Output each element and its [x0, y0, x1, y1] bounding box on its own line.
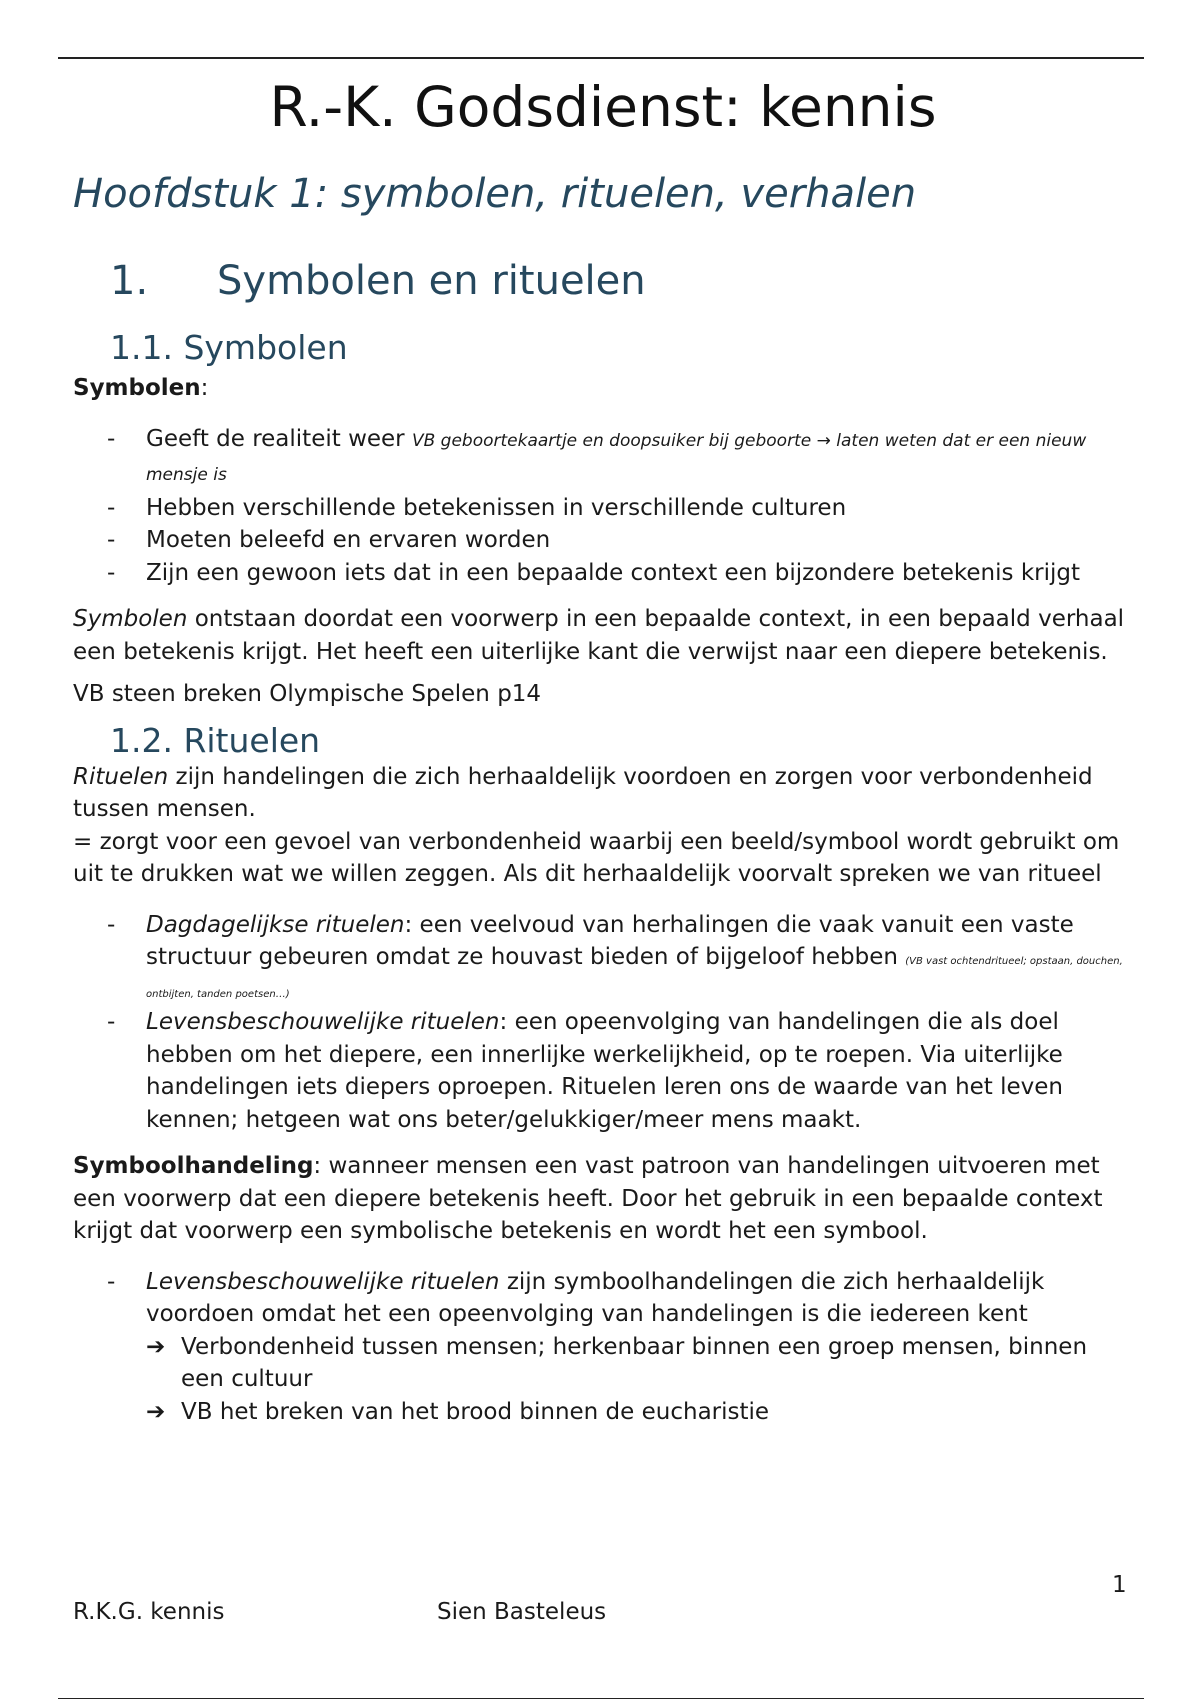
document-title: R.-K. Godsdienst: kennis [269, 75, 937, 139]
dash-bullet: - [107, 559, 116, 586]
rituelen-list [73, 909, 1133, 1137]
list-item-text: zijn symboolhandelingen die zich herhaaldelijk voordoen omdat het een opeenvolging van handelingen is die iedereen kent [146, 1268, 1045, 1327]
symbolen-example: VB steen breken Olympische Spelen p14 [73, 681, 542, 707]
page-number: 1 [1112, 1572, 1127, 1598]
section-number: 1. [110, 258, 149, 304]
arrow-right-icon: ➔ [146, 1398, 166, 1425]
example-note: (VB vast ochtendritueel; opstaan, douchen, ontbijten, tanden poetsen…) [146, 956, 1123, 1000]
arrow-item-text: Verbondenheid tussen mensen; herkenbaar binnen een groep mensen, binnen een cultuur [181, 1333, 1088, 1392]
bottom-rule [58, 1698, 1144, 1699]
rituelen-paragraph-text: zijn handelingen die zich herhaaldelijk voordoen en zorgen voor verbondenheid tussen mensen. [73, 763, 1093, 822]
list-item-text: Moeten beleefd en ervaren worden [146, 527, 551, 553]
section-heading [110, 256, 1133, 306]
section-title: Symbolen en rituelen [217, 258, 646, 304]
symboolhandeling-paragraph [73, 1150, 1133, 1248]
list-item-text: : een opeenvolging van handelingen die als doel hebben om het diepere, een innerlijke werkelijkheid, op te roepen. Via uiterlijke handelingen iets diepers oproepen. Rituelen leren ons de waarde van het leven kennen; hetgeen wat ons beter/gelukkiger/meer mens maakt. [146, 1009, 1064, 1133]
list-item-text: : een veelvoud van herhalingen die vaak vanuit een vaste structuur gebeuren omdat ze houvast bieden of bijgeloof hebben [146, 911, 1074, 970]
list-item-text: Zijn een gewoon iets dat in een bepaalde context een bijzondere betekenis krijgt [146, 559, 1080, 586]
subsection-heading-rituelen: 1.2. Rituelen [110, 720, 321, 760]
dash-bullet: - [107, 425, 116, 452]
symbolen-term: Symbolen [73, 606, 188, 632]
symbolen-label-colon: : [200, 375, 209, 401]
dash-bullet: - [107, 494, 116, 521]
dash-bullet: - [107, 911, 116, 938]
arrow-right-icon: → [816, 430, 831, 451]
list-item [73, 423, 1133, 492]
dash-bullet: - [107, 1009, 116, 1035]
rituelen-term: Rituelen [73, 763, 169, 790]
chapter-heading: Hoofdstuk 1: symbolen, rituelen, verhalen [73, 171, 917, 217]
arrow-list [73, 1331, 1133, 1429]
dash-bullet: - [107, 1268, 116, 1295]
symboolhandeling-text: : wanneer mensen een vast patroon van handelingen uitvoeren met een voorwerp dat een diepere betekenis heeft. Door het gebruik in een bepaalde context krijgt dat voorwerp een symbolische betekenis en wordt het een symbool. [73, 1153, 1103, 1244]
rituelen-definition: = zorgt voor een gevoel van verbondenheid waarbij een beeld/symbool wordt gebruikt om uit te drukken wat we willen zeggen. Als dit herhaaldelijk voorvalt spreken we van ritueel [73, 828, 1120, 887]
footer-course: R.K.G. kennis [73, 1599, 225, 1625]
subsection-heading-symbolen: 1.1. Symbolen [110, 328, 348, 367]
symbolen-paragraph [73, 603, 1133, 668]
symbolen-list [73, 423, 1133, 590]
ritual-term: Levensbeschouwelijke rituelen [146, 1009, 500, 1035]
symbolen-label-bold: Symbolen [73, 375, 201, 401]
list-item [73, 1266, 1133, 1331]
symbolen-paragraph-text: ontstaan doordat een voorwerp in een bepaalde context, in een bepaald verhaal een betekenis krijgt. Het heeft een uiterlijke kant die verwijst naar een diepere betekenis. [73, 606, 1125, 665]
list-item-text: Geeft de realiteit weer [146, 425, 412, 452]
arrow-item [73, 1396, 1133, 1429]
rituelen-paragraph [73, 761, 1133, 891]
top-rule [58, 57, 1144, 59]
example-note-b: laten weten dat er een nieuw mensje is [146, 430, 1087, 485]
list-item-text: Hebben verschillende betekenissen in verschillende culturen [146, 494, 847, 521]
document-page [73, 68, 1133, 1428]
arrow-right-icon: ➔ [146, 1333, 166, 1360]
list-item [73, 492, 1133, 525]
list-item [73, 1006, 1133, 1136]
footer-author: Sien Basteleus [437, 1599, 607, 1625]
symboolhandeling-term: Symboolhandeling [73, 1153, 314, 1179]
arrow-item [73, 1331, 1133, 1396]
list-item [73, 909, 1133, 1007]
ritual-term: Levensbeschouwelijke rituelen [146, 1268, 500, 1295]
dash-bullet: - [107, 527, 116, 553]
symboolhandeling-list [73, 1266, 1133, 1331]
example-note-a: VB geboortekaartje en doopsuiker bij geboorte [411, 430, 817, 451]
arrow-item-text: VB het breken van het brood binnen de eucharistie [181, 1398, 770, 1425]
symbolen-label [73, 372, 1133, 405]
list-item [73, 524, 1133, 557]
list-item [73, 557, 1133, 590]
ritual-term: Dagdagelijkse rituelen [146, 911, 405, 938]
